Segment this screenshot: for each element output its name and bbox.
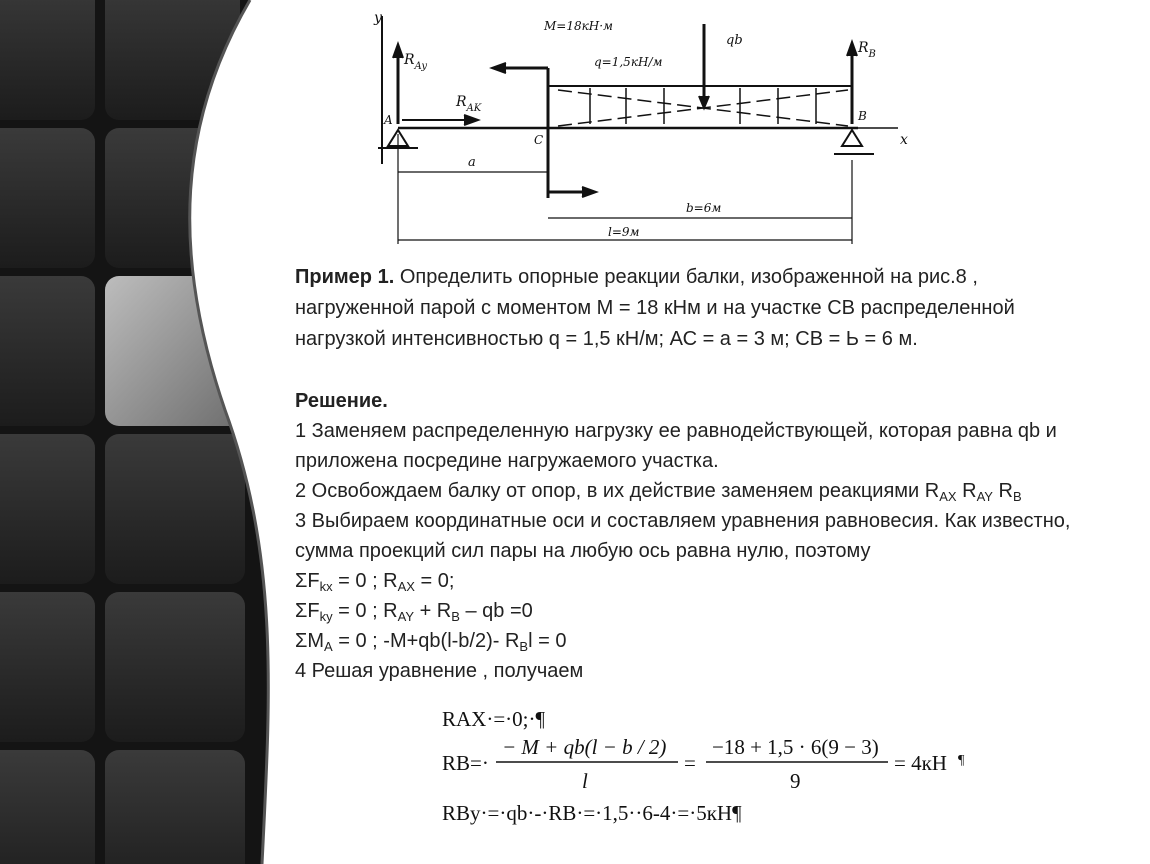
problem-line-2: нагруженной парой с моментом М = 18 кНм и на участке СВ распределенной — [295, 297, 1015, 319]
moment-label: M=18кН·м — [544, 19, 614, 33]
dim-l-label: l=9м — [608, 225, 640, 239]
ray-label: $R_{Ay}$ — [404, 52, 428, 72]
equation-3: $\Sigma M_A = 0$ ; -M+qb(l-b/2)- $R_Bl = 0$ — [295, 630, 567, 654]
rak-label: $R_{AK}$ — [456, 94, 482, 114]
result-rax: RAX·=·0;·¶ — [442, 707, 546, 731]
problem-line-3: нагрузкой интенсивностью q = 1,5 кН/м; АС = а = 3 м; СВ = Ь = 6 м. — [295, 328, 918, 350]
point-c-label: C — [534, 133, 544, 147]
rb-label: $R_B$ — [858, 40, 876, 60]
result-rb-equals: = — [684, 751, 696, 775]
point-a-label: A — [384, 113, 393, 127]
result-rb-numerator-2: −18 + 1,5 · 6(9 − 3) — [712, 735, 879, 759]
problem-title: Пример 1. — [295, 266, 395, 288]
solution-step-2: 2 Освобождаем балку от опор, в их действие заменяем реакциями $R_{AX}$ $R_{AY}$ $R_B$ — [295, 480, 1022, 504]
problem-line-1: Пример 1. Определить опорные реакции балки, изображенной на рис.8 , — [295, 266, 978, 288]
solution-title: Решение. — [295, 390, 388, 412]
equation-2: $\Sigma F_{ky} = 0$ ; $R_{AY} + R_B$ – qb =0 — [295, 600, 533, 624]
beam-diagram — [368, 4, 928, 250]
result-formulas — [440, 690, 1000, 830]
axis-y-label: y — [374, 10, 382, 26]
q-label: q=1,5кН/м — [594, 55, 663, 69]
result-rb-numerator: − M + qb(l − b / 2) — [502, 735, 667, 759]
equation-1: $\Sigma F_{kx} = 0$ ; $R_{AX} = 0$; — [295, 570, 455, 594]
dim-a-label: a — [468, 155, 476, 170]
solution-step-3a: 3 Выбираем координатные оси и составляем уравнения равновесия. Как известно, — [295, 510, 1071, 532]
point-b-label: B — [858, 109, 867, 123]
dim-b-label: b=6м — [686, 201, 722, 215]
solution-step-1b: приложена посредине нагружаемого участка. — [295, 450, 719, 472]
qb-label: qb — [726, 33, 743, 48]
result-rb-value: = 4кН — [894, 751, 947, 775]
solution-section — [295, 386, 1125, 686]
result-rb-denominator-2: 9 — [790, 769, 801, 793]
result-rb-denominator: l — [582, 769, 588, 793]
problem-statement — [295, 262, 1095, 355]
result-rb-lhs: RB=· — [442, 751, 489, 775]
solution-step-1a: 1 Заменяем распределенную нагрузку ее равнодействующей, которая равна qb и — [295, 420, 1057, 442]
result-rby: RBy·=·qb·-·RB·=·1,5··6-4·=·5кН¶ — [442, 801, 742, 825]
solution-step-4: 4 Решая уравнение , получаем — [295, 660, 584, 682]
axis-x-label: x — [900, 132, 908, 148]
result-rb-mark: ¶ — [958, 753, 965, 768]
solution-step-3b: сумма проекций сил пары на любую ось равна нулю, поэтому — [295, 540, 871, 562]
